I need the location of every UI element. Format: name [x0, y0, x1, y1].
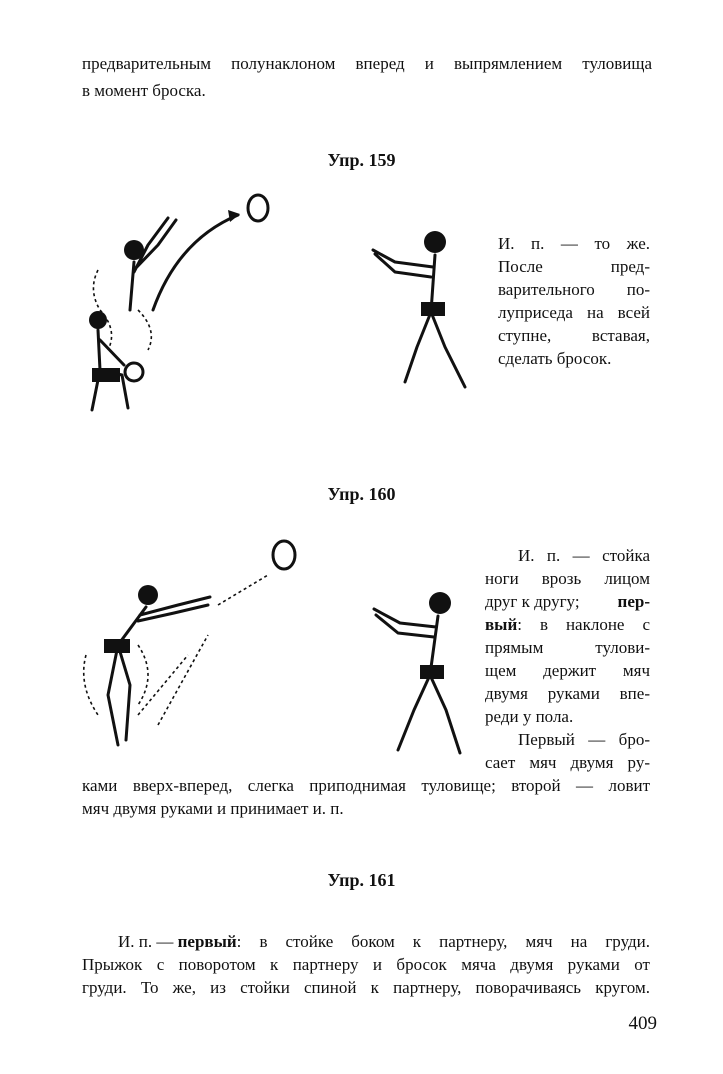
exercise-159-line-1: И. п. — то же. [498, 234, 650, 253]
exercise-161-line-1-rest: : в стойке боком к партнеру, мяч на груди. [236, 932, 650, 951]
exercise-160-line-8: реди у пола. [485, 707, 574, 726]
exercise-160-first-label: пер- [617, 592, 650, 611]
exercise-160-line-9: Первый — бро- [518, 730, 650, 749]
exercise-160-title: Упр. 160 [327, 484, 396, 504]
exercise-160-line-7: двумя руками впе- [485, 684, 650, 703]
exercise-159-thrower-figure [78, 190, 278, 420]
exercise-160-line-2: ноги врозь лицом [485, 569, 650, 588]
exercise-159-line-6: сделать бросок. [498, 349, 612, 368]
exercise-160-thrower-figure [78, 535, 303, 755]
head-icon [424, 231, 446, 253]
ball-trajectory-arrow [153, 215, 238, 310]
ball-icon [248, 195, 268, 221]
exercise-160-catcher-figure [368, 585, 478, 760]
exercise-160-line-10: сает мяч двумя ру- [485, 753, 650, 772]
exercise-160-line-6: щем держит мяч [485, 661, 650, 680]
exercise-161-line-3: груди. То же, из стойки спиной к партнеру, поворачиваясь кругом. [82, 978, 650, 997]
exercise-160-full-line-1: ками вверх-вперед, слегка приподнимая туловище; второй — ловит [82, 776, 650, 795]
exercise-159-line-2: После пред- [498, 257, 650, 276]
exercise-161-prefix: И. п. — [118, 932, 178, 951]
exercise-160-full-line-2: мяч двумя руками и принимает и. п. [82, 799, 344, 818]
exercise-160-line-1: И. п. — стойка [518, 546, 650, 565]
exercise-161-title: Упр. 161 [327, 870, 396, 890]
exercise-160-line-4: вый : в наклоне с [485, 611, 650, 638]
exercise-160-line-4-text: : в наклоне с [517, 615, 650, 634]
exercise-159-catcher-figure [365, 222, 485, 392]
exercise-159-line-4: луприседа на всей [498, 303, 650, 322]
head-icon [429, 592, 451, 614]
exercise-159-line-5: ступне, вставая, [498, 326, 650, 345]
exercise-159-line-3: варительного по- [498, 280, 650, 299]
exercise-161-first-label: первый [177, 932, 237, 951]
ball-icon [273, 541, 295, 569]
exercise-161-line-2: Прыжок с поворотом к партнеру и бросок мяча двумя руками от [82, 955, 650, 974]
intro-line-2: в момент броска. [82, 81, 206, 100]
page-number: 409 [628, 1013, 657, 1034]
exercise-160-line-5: прямым тулови- [485, 638, 650, 657]
head-icon [138, 585, 158, 605]
exercise-160-line-3-text: друг к другу; [485, 592, 580, 611]
intro-line-1: предварительным полунаклоном вперед и выпрямлением туловища [82, 54, 652, 73]
exercise-159-title: Упр. 159 [327, 150, 396, 170]
